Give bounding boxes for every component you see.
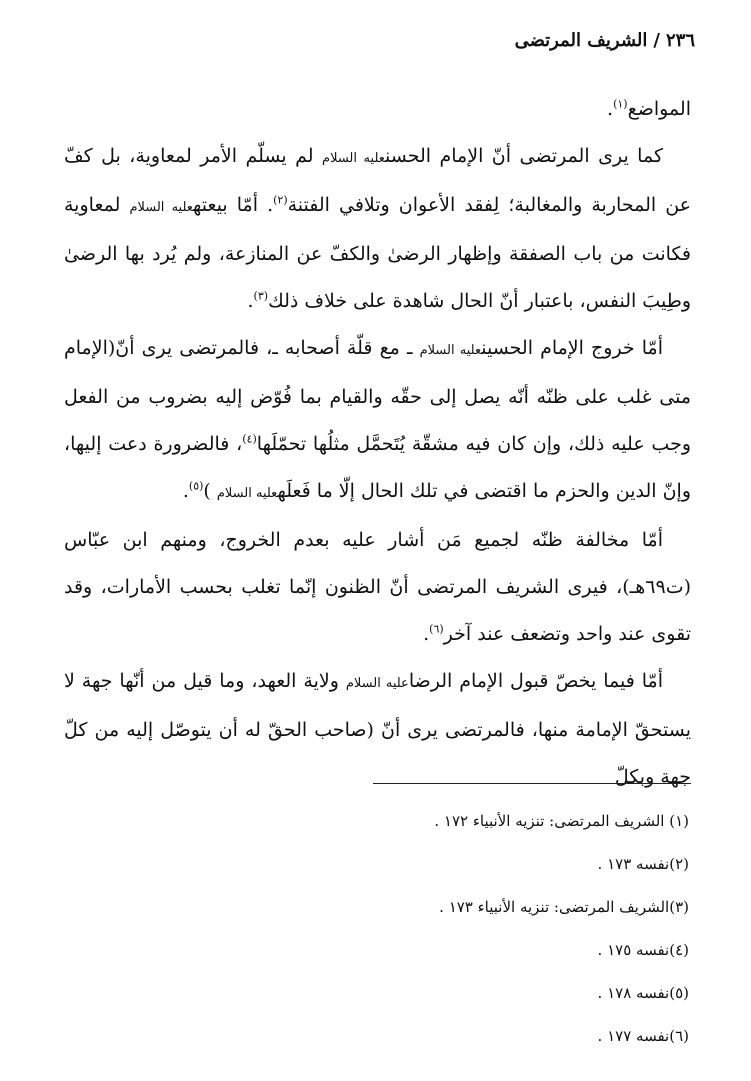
main-text: [64, 86, 691, 801]
footnote-item: (٦)نفسه ١٧٧ .: [597, 1027, 689, 1045]
paragraph-4: [64, 517, 691, 658]
page-number: ٢٣٦: [665, 30, 695, 51]
running-header: [515, 30, 695, 51]
paragraph-2: [64, 133, 691, 325]
footnote-ref: (١): [613, 97, 628, 111]
paragraph-end: .: [423, 623, 430, 645]
paragraph-end: .: [247, 290, 254, 312]
paragraph-1: [64, 86, 691, 133]
header-title: الشريف المرتضى: [514, 30, 648, 51]
honorific-sign: عليه السلام: [345, 676, 409, 691]
paragraph-text: المواضع: [627, 98, 691, 120]
footnote-ref: (٣): [253, 289, 269, 303]
footnote-item: (٢)نفسه ١٧٣ .: [597, 855, 689, 873]
footnote-ref: (٤): [242, 432, 257, 446]
footnote-item: (٥)نفسه ١٧٨ .: [597, 984, 689, 1002]
paragraph-text: أمّا فيما يخصّ قبول الإمام الرضا: [408, 670, 664, 692]
paragraph-text: أمّا مخالفة ظنّه لجميع مَن أشار عليه بعدم الخروج، ومنهم ابن عبّاس (ت٦٩هـ)، فيرى الشريف المرتضى أنّ الظنون إنّما تغلب بحسب الأمارات، وقد تقوى عند واحد وتضعف عند آخر: [64, 529, 691, 645]
honorific-sign: عليه السلام: [216, 486, 278, 501]
footnote-item: (١) الشريف المرتضى: تنزيه الأنبياء ١٧٢ .: [434, 812, 689, 830]
footnote-divider: [373, 783, 691, 784]
footnote-ref: (٥): [188, 479, 204, 493]
paragraph-text: ـ مع قلّة أصحابه ـ، فالمرتضى يرى أنّ(الإمام متى غلب على ظنّه أنّه يصل إلى حقّه والقيام بما فُوّض إليه بضروب من الفعل وجب عليه ذلك، وإن كان فيه مشقّة يُتَحمَّل مثلُها تحمّلَها: [64, 337, 691, 455]
paragraph-text: ولاية العهد، وما قيل من أنّها جهة لا يستحقّ الإمامة منها، فالمرتضى يرى أنّ (صاحب الحقّ له أن يتوصّل إليه من كلّ جهة وبكلّ: [64, 670, 691, 788]
paragraph-end: .: [607, 98, 614, 120]
footnotes: [64, 800, 689, 1058]
paragraph-end: .: [182, 480, 189, 502]
header-separator: /: [653, 30, 660, 51]
footnote-ref: (٢): [273, 193, 288, 207]
paragraph-text: ): [203, 480, 217, 502]
paragraph-text: ، فالضرورة دعت إليها، وإنّ الدين والحزم ما اقتضى في تلك الحال إلّا ما فَعلَه: [64, 433, 691, 502]
paragraph-text: أمّا خروج الإمام الحسين: [481, 337, 663, 359]
paragraph-text: كما يرى المرتضى أنّ الإمام الحسن: [385, 145, 664, 167]
paragraph-text: . أمّا بيعته: [193, 194, 274, 216]
paragraph-text: لم يسلّم الأمر لمعاوية، بل كفّ عن المحاربة والمغالبة؛ لِفقد الأعوان وتلافي الفتنة: [64, 145, 691, 216]
paragraph-3: [64, 325, 691, 517]
paragraph-5: [64, 658, 691, 801]
footnote-item: (٤)نفسه ١٧٥ .: [597, 941, 689, 959]
honorific-sign: عليه السلام: [129, 200, 194, 215]
paragraph-text: لمعاوية فكانت من باب الصفقة وإظهار الرضىٰ والكفّ عن المنازعة، ولم يُرد بها الرضىٰ وطِيبَ النفس، باعتبار أنّ الحال شاهدة على خلاف ذلك: [64, 194, 691, 312]
honorific-sign: عليه السلام: [419, 343, 482, 358]
footnote-item: (٣)الشريف المرتضى: تنزيه الأنبياء ١٧٣ .: [439, 898, 689, 916]
footnote-ref: (٦): [429, 622, 444, 636]
honorific-sign: عليه السلام: [322, 151, 386, 166]
